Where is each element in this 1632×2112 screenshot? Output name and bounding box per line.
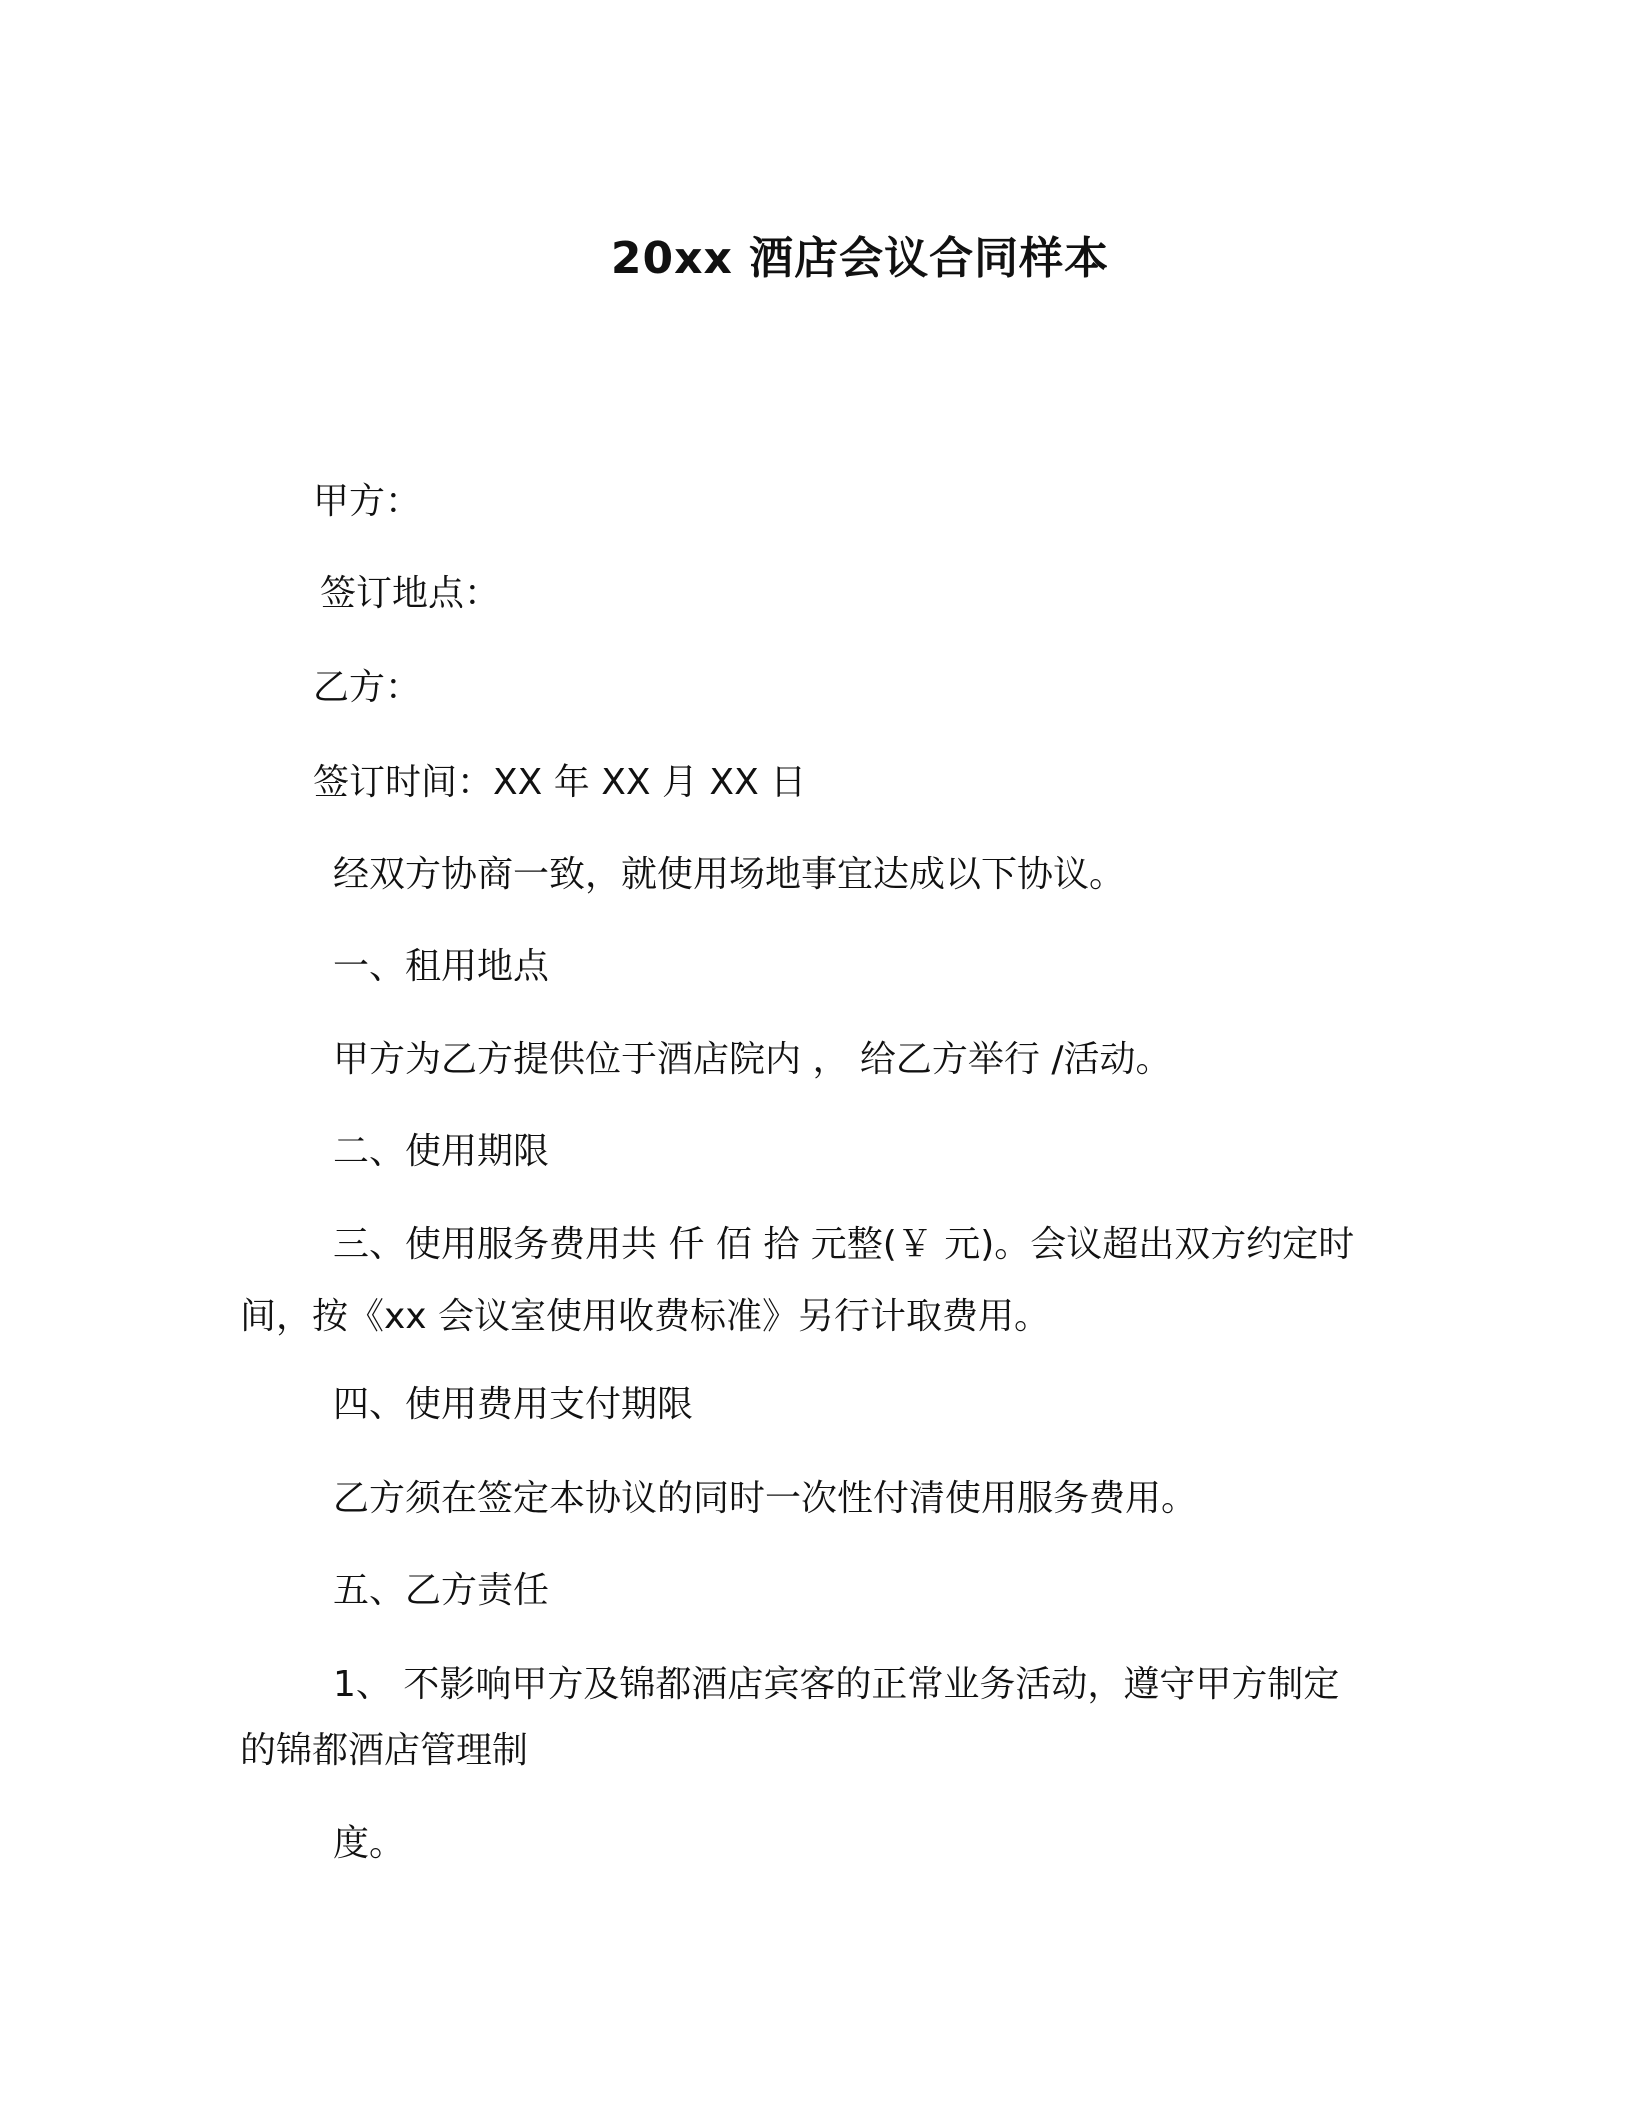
paragraph-duty-1-line-1: 1、 不影响甲方及锦都酒店宾客的正常业务活动，遵守甲方制定 [333, 1664, 1340, 1705]
party-b-label: 乙方： [313, 667, 422, 708]
section-heading-party-b-duties: 五、乙方责任 [333, 1570, 550, 1611]
section-heading-rental-location: 一、租用地点 [333, 946, 550, 987]
paragraph-service-fee-line-2: 间，按《xx 会议室使用收费标准》另行计取费用。 [240, 1296, 1051, 1337]
paragraph-service-fee-line-1: 三、使用服务费用共 仟 佰 拾 元整(￥ 元)。会议超出双方约定时 [333, 1224, 1355, 1265]
intro-paragraph: 经双方协商一致，就使用场地事宜达成以下协议。 [333, 854, 1126, 895]
section-heading-usage-period: 二、使用期限 [333, 1131, 550, 1172]
sign-time-label: 签订时间：XX 年 XX 月 XX 日 [313, 762, 807, 803]
section-heading-payment-deadline: 四、使用费用支付期限 [333, 1384, 694, 1425]
paragraph-duty-1-line-3: 度。 [333, 1823, 406, 1864]
paragraph-payment-deadline: 乙方须在签定本协议的同时一次性付清使用服务费用。 [333, 1478, 1198, 1519]
document-title: 20xx 酒店会议合同样本 [610, 233, 1110, 284]
party-a-label: 甲方： [313, 481, 422, 522]
paragraph-rental-location: 甲方为乙方提供位于酒店院内 ， 给乙方举行 /活动。 [333, 1039, 1172, 1080]
paragraph-duty-1-line-2: 的锦都酒店管理制 [240, 1730, 529, 1771]
sign-place-label: 签订地点： [320, 573, 501, 614]
